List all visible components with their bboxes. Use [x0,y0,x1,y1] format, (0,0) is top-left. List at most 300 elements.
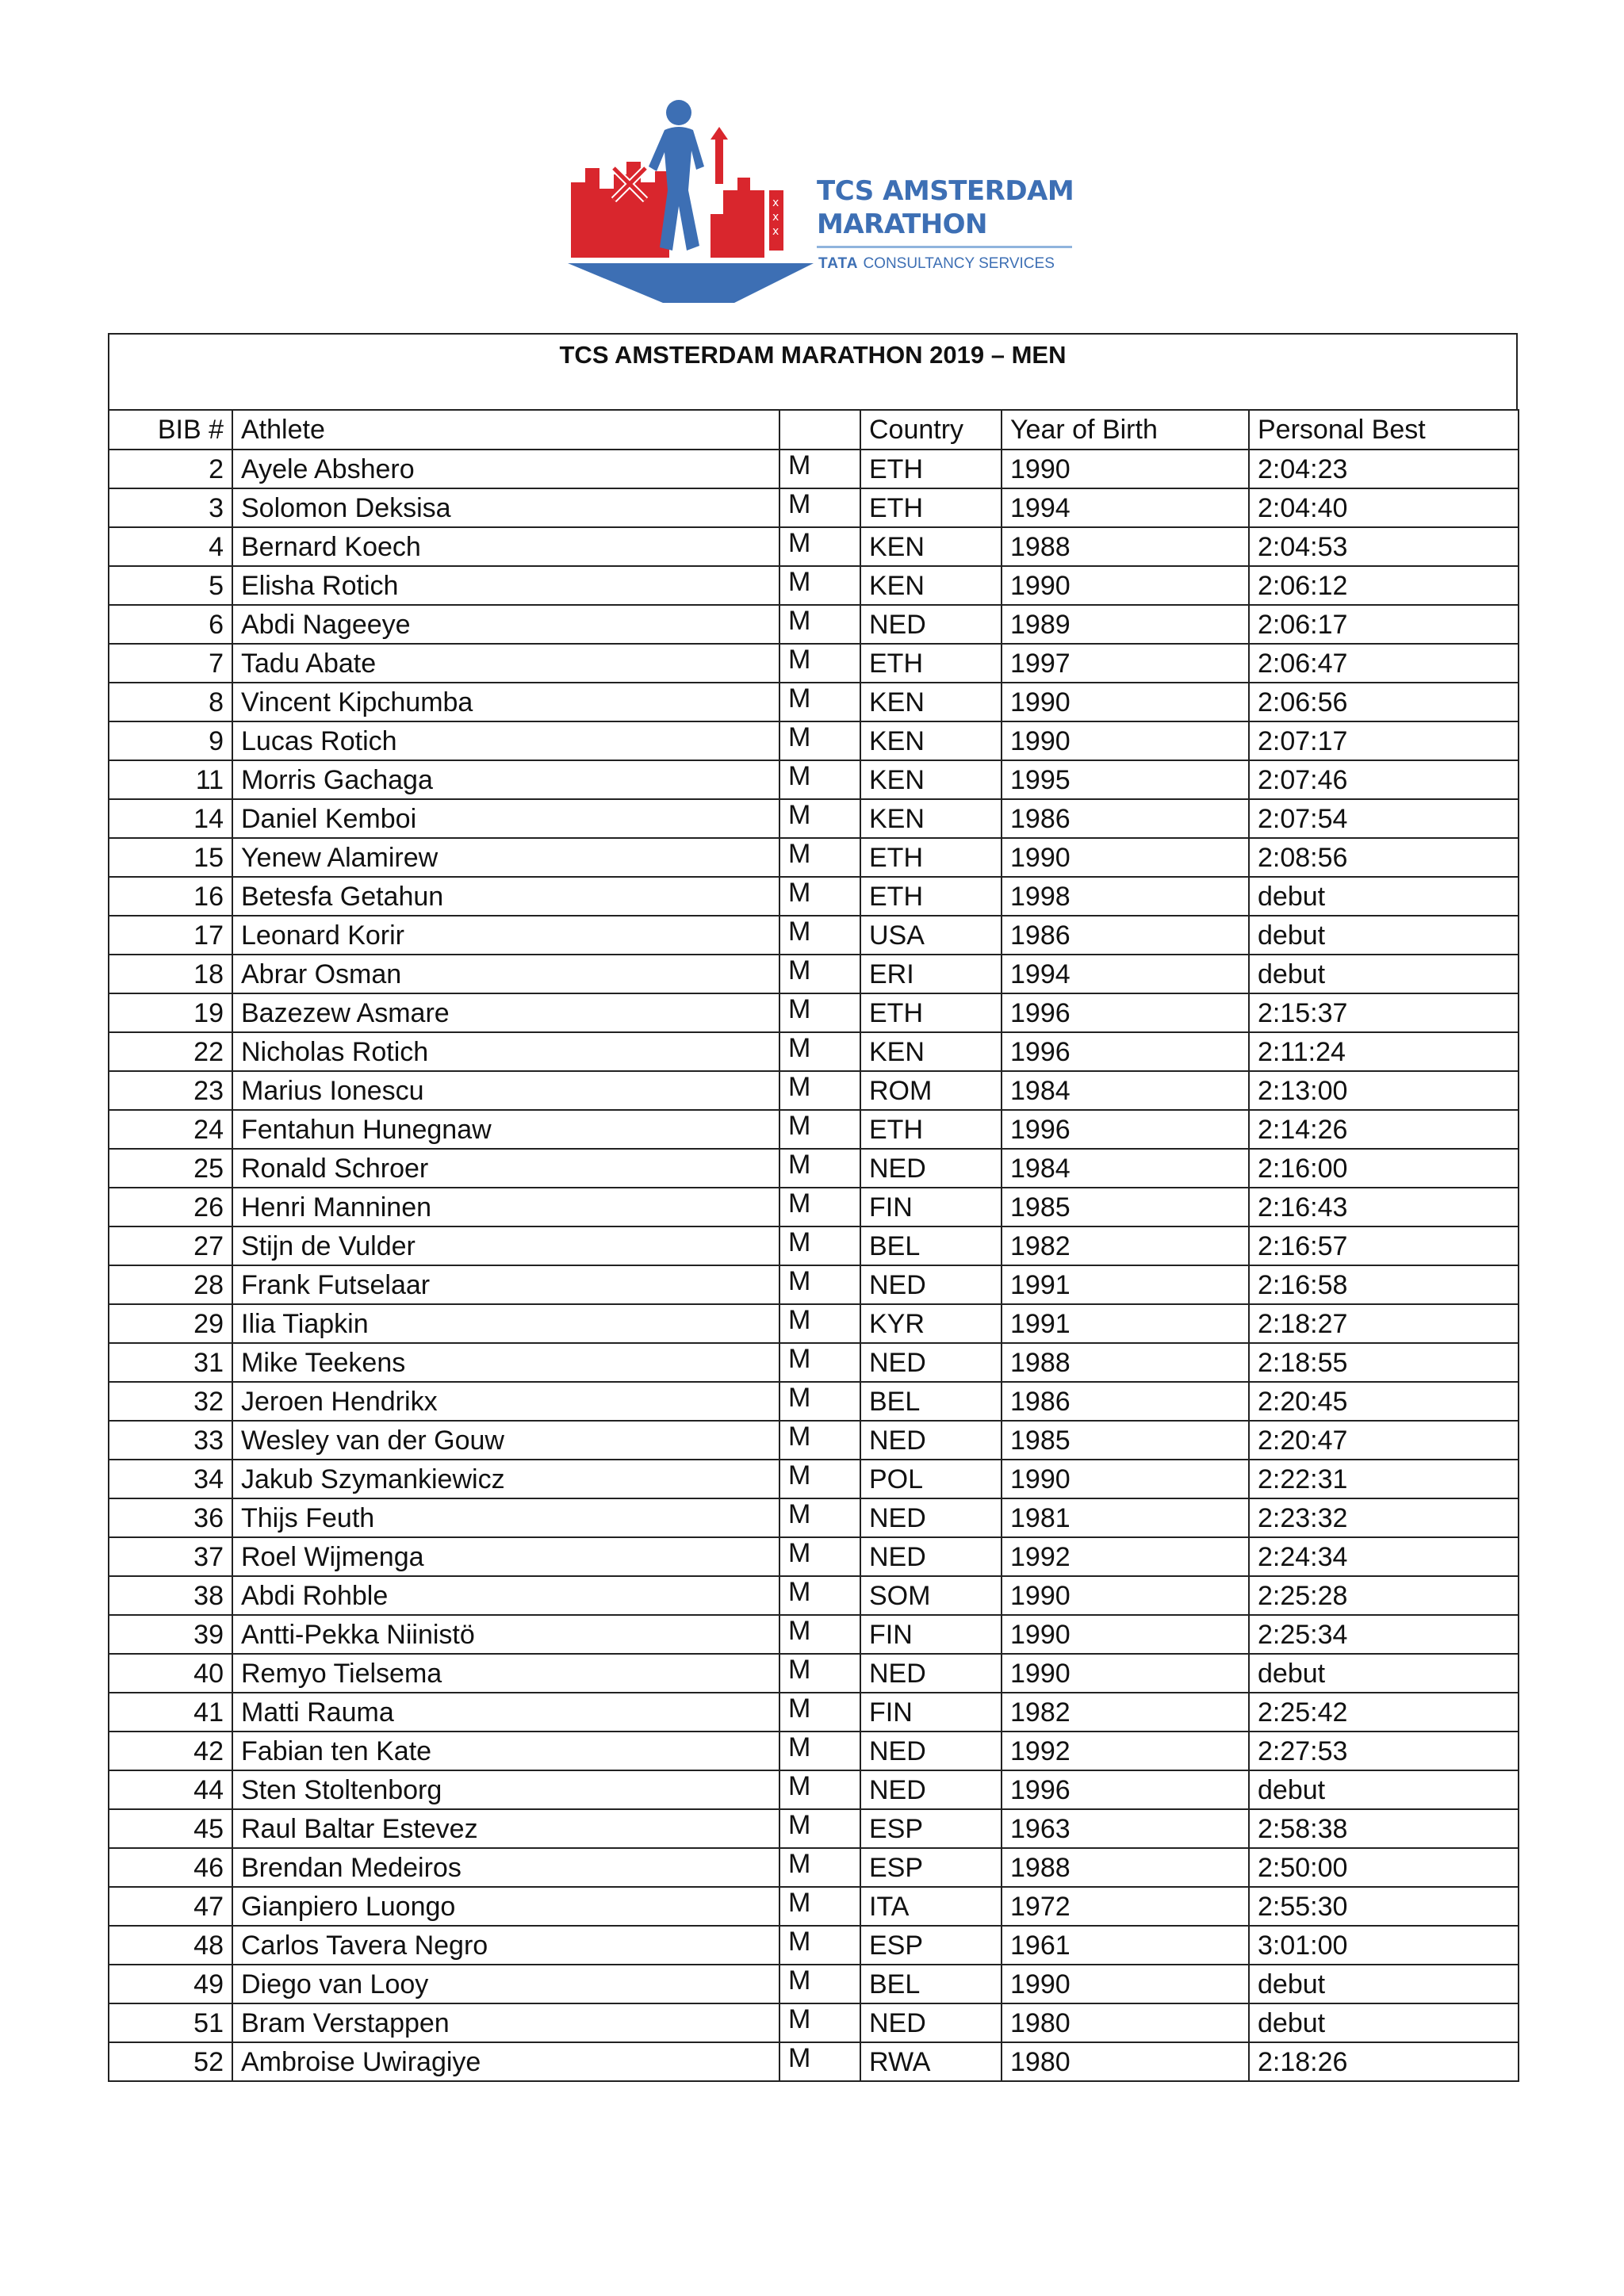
cell-year-of-birth: 1980 [1002,2042,1249,2081]
table-row [109,2003,1519,2042]
cell-bib: 41 [109,1693,232,1732]
svg-text:x: x [772,197,779,209]
cell-athlete: Sten Stoltenborg [232,1770,779,1809]
cell-personal-best: 2:04:40 [1249,488,1519,527]
cell-personal-best: 2:50:00 [1249,1848,1519,1887]
header-country: Country [860,410,1002,450]
cell-gender: M [779,1887,860,1926]
cell-personal-best: 2:18:55 [1249,1343,1519,1382]
cell-personal-best: 2:07:54 [1249,799,1519,838]
table-row [109,2042,1519,2081]
cell-year-of-birth: 1990 [1002,683,1249,721]
header-athlete: Athlete [232,410,779,450]
cell-bib: 33 [109,1421,232,1460]
cell-year-of-birth: 1996 [1002,1110,1249,1149]
cell-bib: 38 [109,1576,232,1615]
table-row [109,1537,1519,1576]
table-row [109,488,1519,527]
cell-bib: 44 [109,1770,232,1809]
cell-bib: 19 [109,993,232,1032]
cell-year-of-birth: 1990 [1002,450,1249,488]
cell-year-of-birth: 1990 [1002,1965,1249,2003]
cell-gender: M [779,1848,860,1887]
header-bib: BIB # [109,410,232,450]
cell-athlete: Brendan Medeiros [232,1848,779,1887]
cell-bib: 39 [109,1615,232,1654]
cell-gender: M [779,1188,860,1226]
cell-gender: M [779,1110,860,1149]
cell-bib: 14 [109,799,232,838]
cell-personal-best: 2:16:58 [1249,1265,1519,1304]
cell-personal-best: 2:16:00 [1249,1149,1519,1188]
table-row [109,1615,1519,1654]
cell-bib: 27 [109,1226,232,1265]
cell-country: KEN [860,566,1002,605]
cell-year-of-birth: 1984 [1002,1071,1249,1110]
cell-athlete: Betesfa Getahun [232,877,779,916]
cell-personal-best: 2:18:27 [1249,1304,1519,1343]
table-row [109,1110,1519,1149]
cell-country: NED [860,1498,1002,1537]
cell-country: BEL [860,1965,1002,2003]
cell-personal-best: 2:06:56 [1249,683,1519,721]
cell-athlete: Remyo Tielsema [232,1654,779,1693]
cell-year-of-birth: 1990 [1002,1654,1249,1693]
cell-bib: 46 [109,1848,232,1887]
cell-bib: 37 [109,1537,232,1576]
cell-gender: M [779,1537,860,1576]
cell-bib: 29 [109,1304,232,1343]
cell-year-of-birth: 1990 [1002,566,1249,605]
cell-gender: M [779,1032,860,1071]
cell-country: ESP [860,1848,1002,1887]
cell-personal-best: 2:16:43 [1249,1188,1519,1226]
header-year-of-birth: Year of Birth [1002,410,1249,450]
cell-bib: 16 [109,877,232,916]
cell-gender: M [779,1770,860,1809]
table-row [109,1304,1519,1343]
cell-bib: 49 [109,1965,232,2003]
cell-athlete: Marius Ionescu [232,1071,779,1110]
cell-gender: M [779,1265,860,1304]
cell-country: FIN [860,1693,1002,1732]
cell-gender: M [779,877,860,916]
athlete-table [108,409,1519,2082]
cell-athlete: Daniel Kemboi [232,799,779,838]
cell-year-of-birth: 1985 [1002,1421,1249,1460]
cell-country: KYR [860,1304,1002,1343]
cell-year-of-birth: 1972 [1002,1887,1249,1926]
cell-personal-best: debut [1249,1770,1519,1809]
logo-divider [817,246,1072,248]
cell-bib: 31 [109,1343,232,1382]
cell-year-of-birth: 1990 [1002,721,1249,760]
cell-bib: 15 [109,838,232,877]
cell-gender: M [779,1926,860,1965]
cell-gender: M [779,683,860,721]
cell-gender: M [779,1732,860,1770]
cell-bib: 25 [109,1149,232,1188]
table-row [109,683,1519,721]
cell-athlete: Ayele Abshero [232,450,779,488]
cell-country: KEN [860,799,1002,838]
cell-year-of-birth: 1961 [1002,1926,1249,1965]
cell-bib: 42 [109,1732,232,1770]
cell-athlete: Abrar Osman [232,955,779,993]
cell-personal-best: 2:06:12 [1249,566,1519,605]
cell-gender: M [779,1576,860,1615]
cell-country: NED [860,1770,1002,1809]
table-row [109,1382,1519,1421]
amsterdam-skyline-runner-icon [568,95,814,309]
cell-bib: 26 [109,1188,232,1226]
table-row [109,1460,1519,1498]
cell-year-of-birth: 1986 [1002,799,1249,838]
cell-country: KEN [860,760,1002,799]
cell-year-of-birth: 1990 [1002,838,1249,877]
cell-athlete: Henri Manninen [232,1188,779,1226]
cell-year-of-birth: 1989 [1002,605,1249,644]
cell-athlete: Abdi Nageeye [232,605,779,644]
table-row [109,1071,1519,1110]
cell-personal-best: debut [1249,1654,1519,1693]
cell-gender: M [779,1382,860,1421]
table-row [109,1926,1519,1965]
cell-year-of-birth: 1991 [1002,1265,1249,1304]
table-row [109,1032,1519,1071]
cell-bib: 5 [109,566,232,605]
cell-country: ETH [860,488,1002,527]
cell-personal-best: 2:27:53 [1249,1732,1519,1770]
cell-country: ETH [860,644,1002,683]
table-row [109,1965,1519,2003]
cell-athlete: Carlos Tavera Negro [232,1926,779,1965]
cell-bib: 34 [109,1460,232,1498]
header-row [109,410,1519,450]
cell-athlete: Abdi Rohble [232,1576,779,1615]
cell-year-of-birth: 1994 [1002,955,1249,993]
cell-year-of-birth: 1998 [1002,877,1249,916]
svg-text:x: x [772,225,779,238]
cell-athlete: Morris Gachaga [232,760,779,799]
cell-gender: M [779,1460,860,1498]
cell-year-of-birth: 1984 [1002,1149,1249,1188]
cell-athlete: Leonard Korir [232,916,779,955]
cell-gender: M [779,1149,860,1188]
cell-year-of-birth: 1985 [1002,1188,1249,1226]
cell-country: NED [860,1343,1002,1382]
cell-gender: M [779,1226,860,1265]
cell-country: NED [860,1149,1002,1188]
table-row [109,1149,1519,1188]
cell-year-of-birth: 1982 [1002,1226,1249,1265]
table-row [109,877,1519,916]
cell-bib: 4 [109,527,232,566]
cell-bib: 7 [109,644,232,683]
event-logo [568,95,1075,309]
cell-athlete: Lucas Rotich [232,721,779,760]
cell-athlete: Nicholas Rotich [232,1032,779,1071]
table-row [109,1654,1519,1693]
sponsor-brand: TATA [818,255,859,272]
cell-athlete: Gianpiero Luongo [232,1887,779,1926]
cell-athlete: Vincent Kipchumba [232,683,779,721]
cell-bib: 8 [109,683,232,721]
cell-gender: M [779,799,860,838]
cell-personal-best: debut [1249,877,1519,916]
cell-bib: 51 [109,2003,232,2042]
cell-gender: M [779,838,860,877]
cell-personal-best: debut [1249,916,1519,955]
cell-gender: M [779,450,860,488]
cell-year-of-birth: 1994 [1002,488,1249,527]
cell-personal-best: 2:14:26 [1249,1110,1519,1149]
cell-personal-best: 2:04:23 [1249,450,1519,488]
cell-gender: M [779,1809,860,1848]
cell-personal-best: 2:06:17 [1249,605,1519,644]
cell-athlete: Diego van Looy [232,1965,779,2003]
cell-year-of-birth: 1980 [1002,2003,1249,2042]
start-list-sheet [108,333,1518,2082]
cell-bib: 40 [109,1654,232,1693]
cell-country: ROM [860,1071,1002,1110]
table-row [109,1809,1519,1848]
cell-year-of-birth: 1981 [1002,1498,1249,1537]
cell-athlete: Elisha Rotich [232,566,779,605]
cell-athlete: Bram Verstappen [232,2003,779,2042]
cell-year-of-birth: 1996 [1002,993,1249,1032]
sponsor-line [818,255,1055,273]
cell-personal-best: 2:08:56 [1249,838,1519,877]
cell-year-of-birth: 1996 [1002,1770,1249,1809]
table-row [109,993,1519,1032]
cell-athlete: Raul Baltar Estevez [232,1809,779,1848]
table-row [109,566,1519,605]
cell-year-of-birth: 1996 [1002,1032,1249,1071]
table-row [109,1693,1519,1732]
cell-personal-best: 2:24:34 [1249,1537,1519,1576]
table-row [109,916,1519,955]
table-row [109,838,1519,877]
cell-country: USA [860,916,1002,955]
cell-gender: M [779,2042,860,2081]
table-row [109,955,1519,993]
cell-country: BEL [860,1382,1002,1421]
cell-gender: M [779,955,860,993]
table-row [109,1576,1519,1615]
table-row [109,1265,1519,1304]
cell-year-of-birth: 1988 [1002,1343,1249,1382]
cell-gender: M [779,2003,860,2042]
cell-bib: 45 [109,1809,232,1848]
logo-title-line-2: MARATHON [817,209,988,240]
cell-country: NED [860,1654,1002,1693]
cell-personal-best: 2:04:53 [1249,527,1519,566]
cell-bib: 47 [109,1887,232,1926]
cell-bib: 2 [109,450,232,488]
cell-athlete: Bernard Koech [232,527,779,566]
table-row [109,1343,1519,1382]
cell-country: KEN [860,721,1002,760]
cell-athlete: Thijs Feuth [232,1498,779,1537]
cell-country: ITA [860,1887,1002,1926]
cell-gender: M [779,1654,860,1693]
cell-athlete: Frank Futselaar [232,1265,779,1304]
cell-year-of-birth: 1995 [1002,760,1249,799]
cell-country: ETH [860,838,1002,877]
cell-year-of-birth: 1963 [1002,1809,1249,1848]
cell-country: ETH [860,1110,1002,1149]
table-row [109,1421,1519,1460]
table-row [109,799,1519,838]
cell-bib: 17 [109,916,232,955]
cell-athlete: Ambroise Uwiragiye [232,2042,779,2081]
cell-gender: M [779,1693,860,1732]
cell-gender: M [779,721,860,760]
table-row [109,527,1519,566]
cell-country: ETH [860,877,1002,916]
cell-athlete: Yenew Alamirew [232,838,779,877]
cell-gender: M [779,605,860,644]
table-row [109,1498,1519,1537]
cell-personal-best: 2:55:30 [1249,1887,1519,1926]
cell-country: NED [860,1265,1002,1304]
cell-gender: M [779,1304,860,1343]
cell-gender: M [779,1071,860,1110]
table-title: TCS AMSTERDAM MARATHON 2019 – MEN [108,333,1518,409]
cell-year-of-birth: 1990 [1002,1576,1249,1615]
cell-country: NED [860,1537,1002,1576]
cell-gender: M [779,527,860,566]
cell-personal-best: 2:07:17 [1249,721,1519,760]
cell-personal-best: 2:58:38 [1249,1809,1519,1848]
cell-gender: M [779,1343,860,1382]
cell-year-of-birth: 1990 [1002,1615,1249,1654]
cell-bib: 3 [109,488,232,527]
cell-athlete: Fabian ten Kate [232,1732,779,1770]
cell-athlete: Ronald Schroer [232,1149,779,1188]
cell-year-of-birth: 1990 [1002,1460,1249,1498]
cell-personal-best: 2:16:57 [1249,1226,1519,1265]
logo-title-line-1: TCS AMSTERDAM [817,175,1074,207]
cell-country: NED [860,605,1002,644]
cell-country: NED [860,1732,1002,1770]
table-row [109,1188,1519,1226]
cell-personal-best: 2:18:26 [1249,2042,1519,2081]
cell-country: BEL [860,1226,1002,1265]
cell-personal-best: 2:11:24 [1249,1032,1519,1071]
cell-country: ESP [860,1926,1002,1965]
cell-bib: 23 [109,1071,232,1110]
cell-personal-best: 2:13:00 [1249,1071,1519,1110]
table-row [109,450,1519,488]
cell-gender: M [779,916,860,955]
cell-year-of-birth: 1982 [1002,1693,1249,1732]
table-row [109,1887,1519,1926]
cell-year-of-birth: 1992 [1002,1732,1249,1770]
cell-country: FIN [860,1188,1002,1226]
header-gender [779,410,860,450]
cell-year-of-birth: 1986 [1002,1382,1249,1421]
cell-athlete: Stijn de Vulder [232,1226,779,1265]
cell-country: POL [860,1460,1002,1498]
cell-bib: 9 [109,721,232,760]
cell-athlete: Mike Teekens [232,1343,779,1382]
table-row [109,721,1519,760]
cell-personal-best: 2:06:47 [1249,644,1519,683]
cell-athlete: Jeroen Hendrikx [232,1382,779,1421]
cell-country: ETH [860,993,1002,1032]
cell-country: ETH [860,450,1002,488]
cell-year-of-birth: 1997 [1002,644,1249,683]
table-row [109,644,1519,683]
cell-personal-best: 2:15:37 [1249,993,1519,1032]
cell-gender: M [779,993,860,1032]
cell-bib: 32 [109,1382,232,1421]
cell-country: RWA [860,2042,1002,2081]
cell-gender: M [779,760,860,799]
cell-country: ESP [860,1809,1002,1848]
cell-country: NED [860,2003,1002,2042]
cell-country: SOM [860,1576,1002,1615]
cell-gender: M [779,566,860,605]
cell-athlete: Fentahun Hunegnaw [232,1110,779,1149]
cell-personal-best: debut [1249,955,1519,993]
svg-text:x: x [772,211,779,224]
cell-country: KEN [860,527,1002,566]
cell-gender: M [779,644,860,683]
cell-personal-best: 2:25:28 [1249,1576,1519,1615]
cell-bib: 6 [109,605,232,644]
cell-athlete: Matti Rauma [232,1693,779,1732]
cell-athlete: Solomon Deksisa [232,488,779,527]
cell-year-of-birth: 1991 [1002,1304,1249,1343]
cell-country: NED [860,1421,1002,1460]
cell-bib: 24 [109,1110,232,1149]
cell-bib: 28 [109,1265,232,1304]
cell-bib: 22 [109,1032,232,1071]
table-row [109,1226,1519,1265]
cell-gender: M [779,1965,860,2003]
table-row [109,1732,1519,1770]
cell-personal-best: 3:01:00 [1249,1926,1519,1965]
cell-gender: M [779,1421,860,1460]
table-row [109,605,1519,644]
cell-bib: 36 [109,1498,232,1537]
cell-athlete: Bazezew Asmare [232,993,779,1032]
cell-personal-best: debut [1249,2003,1519,2042]
cell-gender: M [779,488,860,527]
cell-gender: M [779,1498,860,1537]
cell-year-of-birth: 1986 [1002,916,1249,955]
cell-bib: 52 [109,2042,232,2081]
cell-athlete: Wesley van der Gouw [232,1421,779,1460]
cell-personal-best: 2:22:31 [1249,1460,1519,1498]
table-row [109,760,1519,799]
cell-country: KEN [860,1032,1002,1071]
header-personal-best: Personal Best [1249,410,1519,450]
cell-athlete: Tadu Abate [232,644,779,683]
cell-year-of-birth: 1988 [1002,1848,1249,1887]
cell-year-of-birth: 1992 [1002,1537,1249,1576]
cell-bib: 18 [109,955,232,993]
table-row [109,1770,1519,1809]
cell-personal-best: 2:23:32 [1249,1498,1519,1537]
cell-bib: 48 [109,1926,232,1965]
cell-personal-best: debut [1249,1965,1519,2003]
cell-year-of-birth: 1988 [1002,527,1249,566]
cell-personal-best: 2:25:34 [1249,1615,1519,1654]
